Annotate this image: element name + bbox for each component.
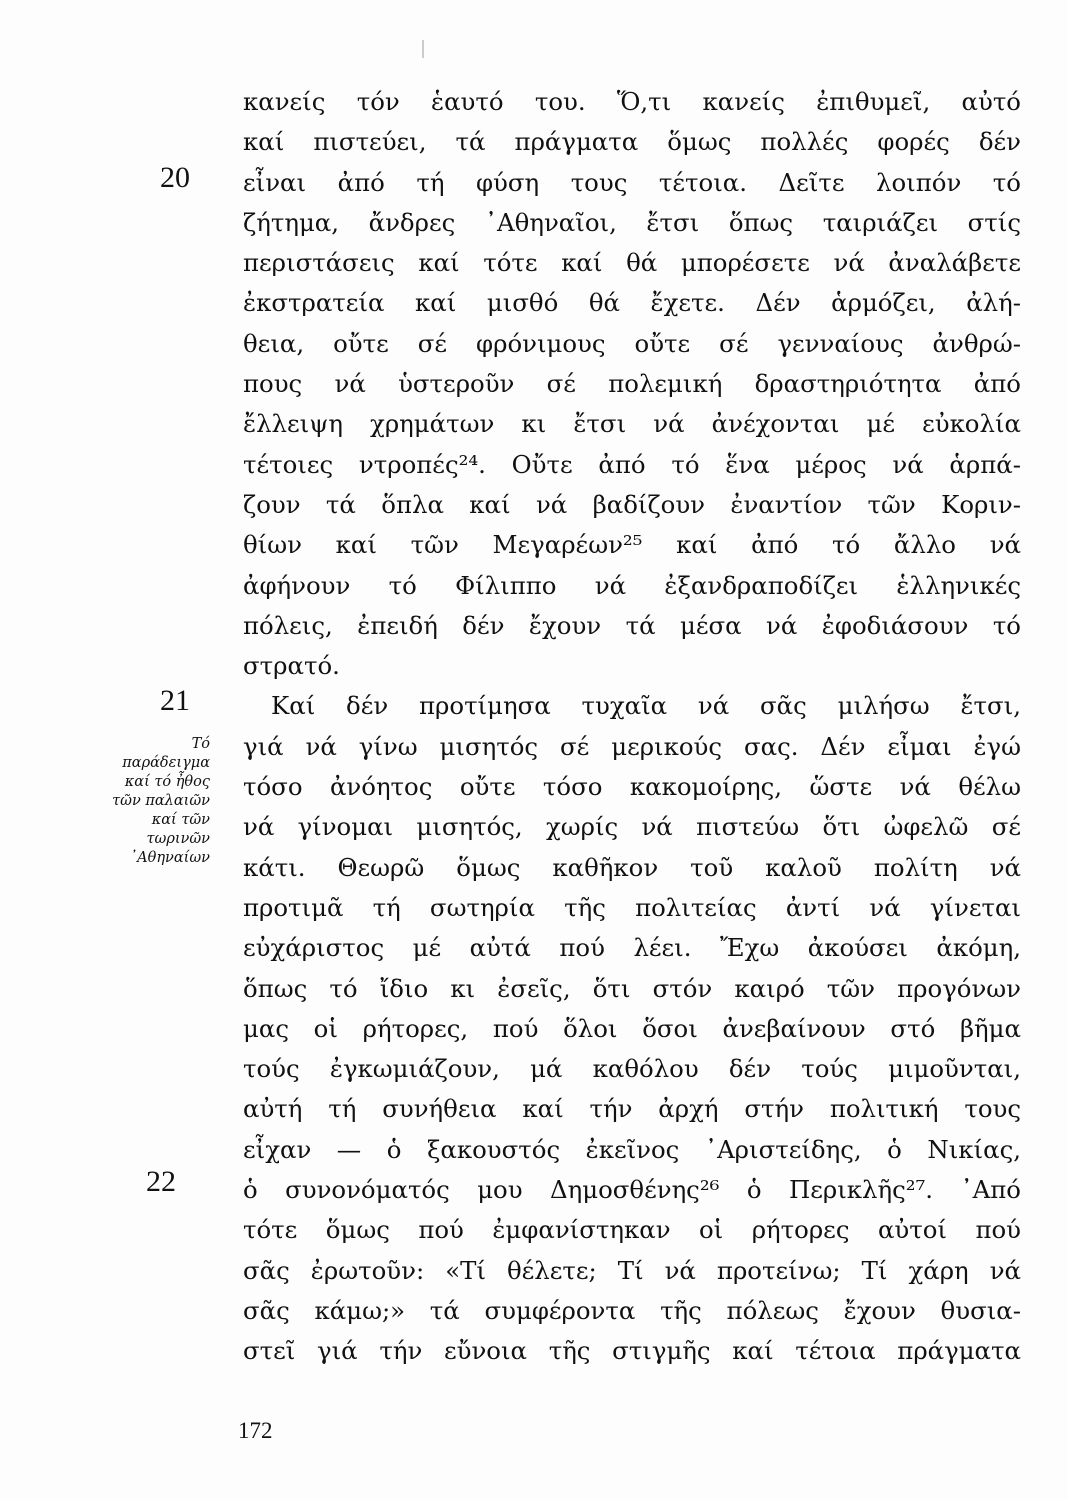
text-line: καί πιστεύει, τά πράγματα ὅμως πολλές φορές δέν bbox=[243, 127, 1021, 157]
text-line: γιά νά γίνω μισητός σέ μερικούς σας. Δέν εἶμαι ἐγώ bbox=[243, 731, 1021, 761]
text-line: ὅπως τό ἴδιο κι ἐσεῖς, ὅτι στόν καιρό τῶν προγόνων bbox=[243, 973, 1021, 1003]
text-line: ἐκστρατεία καί μισθό θά ἔχετε. Δέν ἁρμόζει, ἀλή- bbox=[243, 288, 1021, 318]
text-line: κάτι. Θεωρῶ ὅμως καθῆκον τοῦ καλοῦ πολίτη νά bbox=[243, 852, 1021, 882]
text-line: κανείς τόν ἑαυτό του. Ὅ,τι κανείς ἐπιθυμεῖ, αὐτό bbox=[243, 87, 1021, 116]
text-line: εὐχάριστος μέ αὐτά πού λέει. Ἔχω ἀκούσει ἀκόμη, bbox=[243, 933, 1021, 963]
text-line: θεια, οὔτε σέ φρόνιμους οὔτε σέ γενναίους ἀνθρώ- bbox=[243, 328, 1021, 358]
margin-note-line: παράδειγμα bbox=[122, 755, 210, 771]
text-line: Καί δέν προτίμησα τυχαῖα νά σᾶς μιλήσω ἔτσι, bbox=[271, 691, 1021, 721]
text-line: σᾶς ἐρωτοῦν: «Τί θέλετε; Τί νά προτείνω; Τί χάρη νά bbox=[243, 1255, 1021, 1285]
text-line: στρατό. bbox=[243, 651, 340, 681]
margin-number-21: 21 bbox=[160, 684, 190, 717]
text-line: ἀφήνουν τό Φίλιππο νά ἐξανδραποδίζει ἑλληνικές bbox=[243, 570, 1021, 600]
margin-note bbox=[90, 735, 210, 868]
text-line: τέτοιες ντροπές²⁴. Οὔτε ἀπό τό ἕνα μέρος νά ἁρπά- bbox=[243, 449, 1021, 479]
margin-note-line: καί τῶν bbox=[151, 812, 210, 828]
text-line: ὁ συνονόματός μου Δημοσθένης²⁶ ὁ Περικλῆς²⁷. ᾿Από bbox=[243, 1175, 1021, 1205]
text-line: αὐτή τή συνήθεια καί τήν ἀρχή στήν πολιτική τους bbox=[243, 1094, 1021, 1124]
text-line: νά γίνομαι μισητός, χωρίς νά πιστεύω ὅτι ὠφελῶ σέ bbox=[243, 812, 1021, 842]
text-line: πους νά ὑστεροῦν σέ πολεμική δραστηριότητα ἀπό bbox=[243, 369, 1021, 399]
text-line: περιστάσεις καί τότε καί θά μπορέσετε νά ἀναλάβετε bbox=[243, 248, 1021, 278]
text-line: τόσο ἀνόητος οὔτε τόσο κακομοίρης, ὥστε νά θέλω bbox=[243, 772, 1021, 802]
page-number: 172 bbox=[238, 1418, 273, 1443]
body-text bbox=[243, 82, 1021, 1372]
margin-note-line: τῶν παλαιῶν bbox=[112, 793, 210, 809]
margin-note-line: ᾿Αθηναίων bbox=[129, 850, 210, 866]
text-line: ζουν τά ὅπλα καί νά βαδίζουν ἐναντίον τῶν Κοριν- bbox=[243, 489, 1021, 519]
margin-number-20: 20 bbox=[160, 161, 190, 194]
text-line: ζήτημα, ἄνδρες ᾿Αθηναῖοι, ἔτσι ὅπως ταιριάζει στίς bbox=[243, 207, 1021, 237]
margin-note-line: τωρινῶν bbox=[146, 831, 210, 847]
margin-number-22: 22 bbox=[146, 1165, 176, 1198]
text-line: θίων καί τῶν Μεγαρέων²⁵ καί ἀπό τό ἄλλο νά bbox=[243, 530, 1021, 560]
text-line: σᾶς κάμω;» τά συμφέροντα τῆς πόλεως ἔχουν θυσια- bbox=[243, 1295, 1021, 1325]
text-line: τότε ὅμως πού ἐμφανίστηκαν οἱ ρήτορες αὐτοί πού bbox=[243, 1215, 1021, 1245]
text-line: πόλεις, ἐπειδή δέν ἔχουν τά μέσα νά ἐφοδιάσουν τό bbox=[243, 610, 1021, 640]
text-line: τούς ἐγκωμιάζουν, μά καθόλου δέν τούς μιμοῦνται, bbox=[243, 1054, 1021, 1084]
text-line: ἔλλειψη χρημάτων κι ἔτσι νά ἀνέχονται μέ εὐκολία bbox=[243, 409, 1021, 439]
margin-note-line: καί τό ἦθος bbox=[124, 774, 210, 790]
text-line: προτιμᾶ τή σωτηρία τῆς πολιτείας ἀντί νά γίνεται bbox=[243, 892, 1021, 922]
text-line: μας οἱ ρήτορες, πού ὅλοι ὅσοι ἀνεβαίνουν στό βῆμα bbox=[243, 1013, 1021, 1043]
text-line: εἶναι ἀπό τή φύση τους τέτοια. Δεῖτε λοιπόν τό bbox=[243, 167, 1021, 197]
scan-artifact bbox=[422, 40, 424, 58]
margin-note-line: Τό bbox=[191, 736, 210, 752]
text-line: στεῖ γιά τήν εὔνοια τῆς στιγμῆς καί τέτοια πράγματα bbox=[243, 1336, 1021, 1366]
text-line: εἶχαν — ὁ ξακουστός ἐκεῖνος ᾿Αριστείδης, ὁ Νικίας, bbox=[243, 1134, 1021, 1164]
